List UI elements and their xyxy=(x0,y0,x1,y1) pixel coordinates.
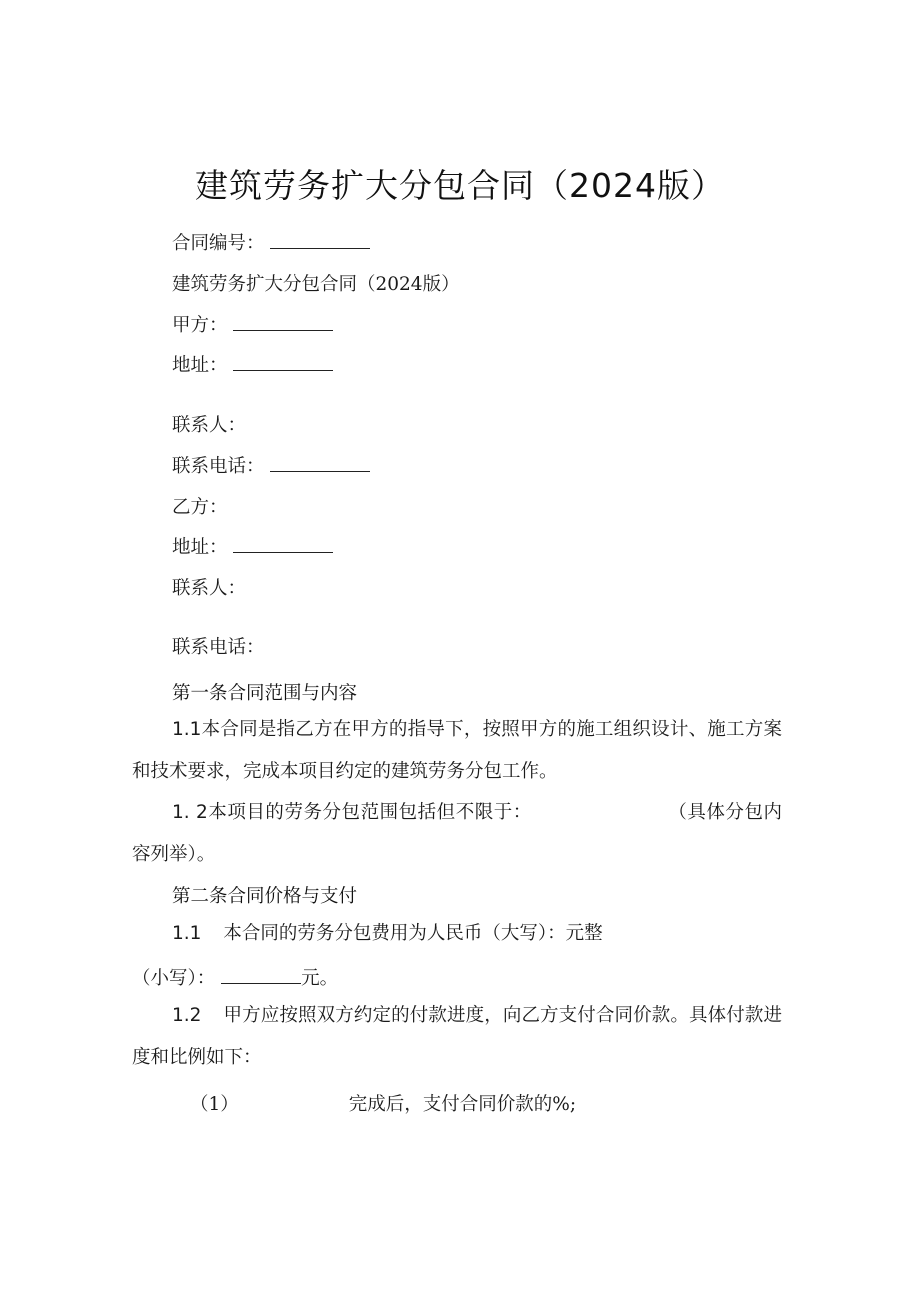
clause-text-cont: （具体分包内容列举）。 xyxy=(132,802,782,865)
article-2-clause-1 xyxy=(132,913,782,955)
clause-text: 本合同是指乙方在甲方的指导下，按照甲方的施工组织设计、施工方案和技术要求，完成本项目约定的建筑劳务分包工作。 xyxy=(132,719,782,782)
party-a-phone-line xyxy=(172,452,370,478)
contract-number-blank xyxy=(270,230,370,249)
article-2-heading: 第二条合同价格与支付 xyxy=(172,886,358,907)
clause-text: 本项目的劳务分包范围包括但不限于： xyxy=(207,802,532,823)
article-1-clause-2 xyxy=(132,792,782,876)
party-a-address-blank xyxy=(233,352,333,371)
document-subtitle: 建筑劳务扩大分包合同（2024版） xyxy=(172,274,460,295)
article-2-clause-1-amount xyxy=(132,964,338,990)
amount-small-label: （小写）： xyxy=(132,968,216,989)
amount-unit: 元。 xyxy=(301,968,339,989)
party-a-phone-blank xyxy=(270,453,370,472)
party-a-phone-label: 联系电话： xyxy=(172,456,265,477)
item-number: （1） xyxy=(190,1094,239,1115)
contract-number-label: 合同编号： xyxy=(172,233,265,254)
clause-number: 1.2 xyxy=(172,1005,202,1026)
clause-text: 本合同的劳务分包费用为人民币（大写）：元整 xyxy=(223,923,603,944)
article-2-clause-2 xyxy=(132,995,782,1079)
clause-number: 1.1 xyxy=(172,923,202,944)
clause-number: 1.1 xyxy=(172,719,202,740)
party-b-label: 乙方： xyxy=(172,497,228,518)
article-1-clause-1 xyxy=(132,709,782,793)
party-a-address-line xyxy=(172,351,333,377)
clause-text: 甲方应按照双方约定的付款进度，向乙方支付合同价款。具体付款进度和比例如下： xyxy=(132,1005,782,1068)
party-a-line xyxy=(172,311,333,337)
article-1-heading: 第一条合同范围与内容 xyxy=(172,683,358,704)
party-b-address-line xyxy=(172,533,333,559)
party-a-label: 甲方： xyxy=(172,315,228,336)
payment-item-1 xyxy=(190,1090,576,1116)
party-b-address-blank xyxy=(233,534,333,553)
clause-number: 1. 2 xyxy=(172,802,208,823)
party-b-contact-label: 联系人： xyxy=(172,578,247,599)
amount-blank xyxy=(221,965,301,984)
party-b-phone-label: 联系电话： xyxy=(172,637,265,658)
party-a-contact-label: 联系人： xyxy=(172,415,247,436)
contract-number-line xyxy=(172,229,370,255)
party-a-address-label: 地址： xyxy=(172,355,228,376)
document-title: 建筑劳务扩大分包合同（2024版） xyxy=(195,166,725,205)
item-text: 完成后，支付合同价款的%; xyxy=(348,1094,577,1115)
party-b-address-label: 地址： xyxy=(172,537,228,558)
party-a-blank xyxy=(233,312,333,331)
